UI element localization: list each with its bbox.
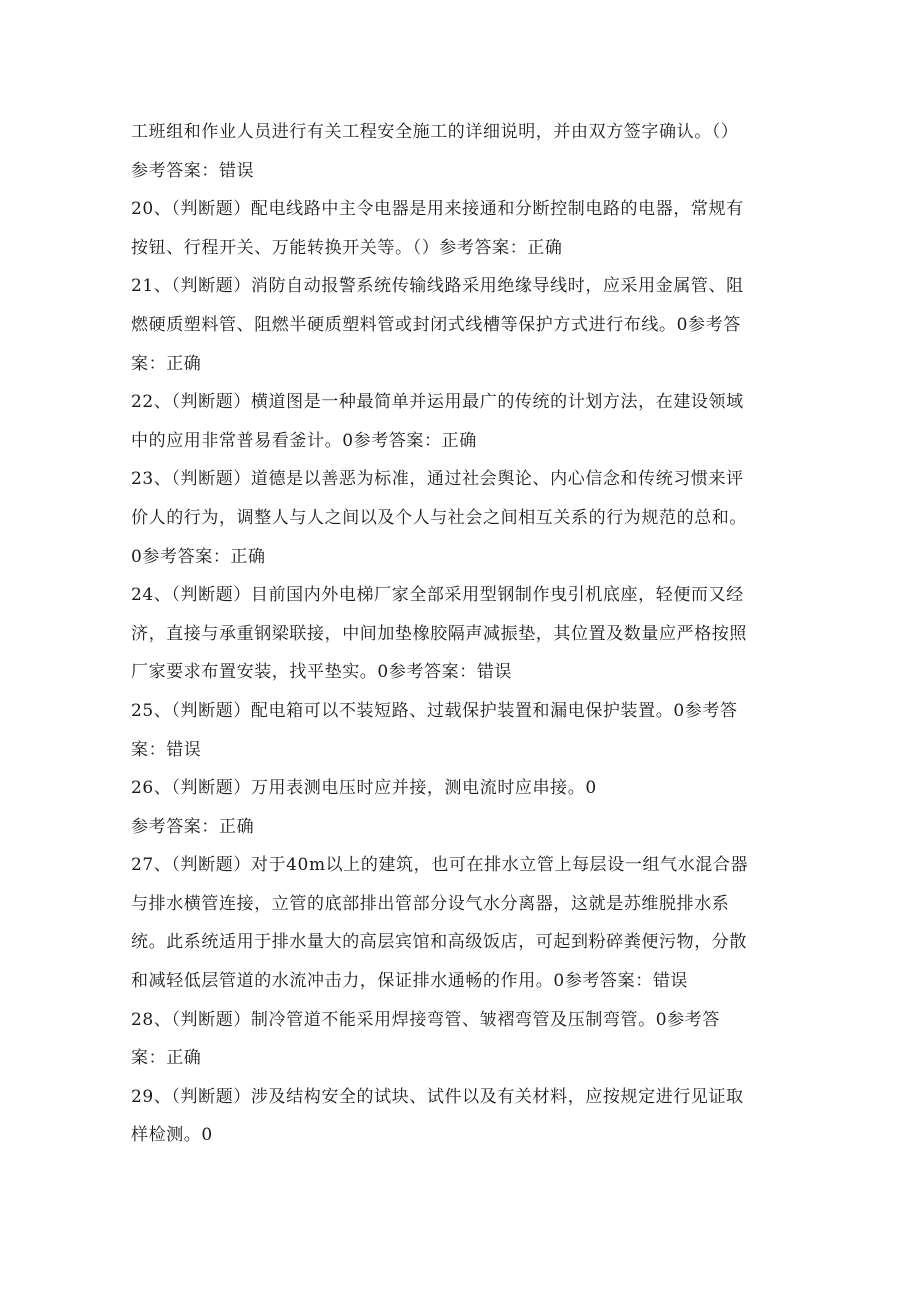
- text-line: 23、（判断题）道德是以善恶为标准，通过社会舆论、内心信念和传统习惯来评: [131, 469, 744, 490]
- text-line: 27、（判断题）对于40m以上的建筑，也可在排水立管上每层设一组气水混合器: [131, 855, 749, 876]
- text-line: 工班组和作业人员进行有关工程安全施工的详细说明，并由双方签字确认。（）: [131, 122, 739, 142]
- text-line: 按钮、行程开关、万能转换开关等。（）参考答案：正确: [131, 237, 563, 258]
- text-line: 和减轻低层管道的水流冲击力，保证排水通畅的作用。0参考答案：错误: [131, 971, 689, 992]
- text-line: 25、（判断题）配电箱可以不装短路、过载保护装置和漏电保护装置。0参考答: [131, 700, 738, 721]
- text-line: 案：正确: [131, 1048, 202, 1069]
- text-line: 价人的行为，调整人与人之间以及个人与社会之间相互关系的行为规范的总和。: [131, 507, 747, 528]
- text-line: 参考答案：正确: [131, 816, 255, 837]
- text-line: 24、（判断题）目前国内外电梯厂家全部采用型钢制作曳引机底座，轻便而又经: [131, 585, 744, 606]
- text-line: 与排水横管连接，立管的底部排出管部分设气水分离器，这就是苏维脱排水系: [131, 893, 730, 914]
- text-line: 统。此系统适用于排水量大的高层宾馆和高级饭店，可起到粉碎粪便污物，分散: [131, 932, 747, 953]
- text-line: 厂家要求布置安装，找平垫实。0参考答案：错误: [131, 662, 513, 683]
- text-line: 样检测。0: [131, 1125, 213, 1146]
- text-line: 案：错误: [131, 739, 202, 760]
- text-line: 燃硬质塑料管、阻燃半硬质塑料管或封闭式线槽等保护方式进行布线。0参考答: [131, 314, 741, 335]
- text-line: 22、（判断题）横道图是一种最简单并运用最广的传统的计划方法，在建设领域: [131, 392, 744, 413]
- text-line: 26、（判断题）万用表测电压时应并接，测电流时应串接。0: [131, 778, 597, 799]
- text-line: 0参考答案：正确: [131, 546, 266, 567]
- text-line: 20、（判断题）配电线路中主令电器是用来接通和分断控制电路的电器，常规有: [131, 199, 744, 220]
- text-line: 案：正确: [131, 353, 202, 374]
- text-line: 28、（判断题）制冷管道不能采用焊接弯管、皱褶弯管及压制弯管。0参考答: [131, 1009, 720, 1030]
- text-line: 中的应用非常普易看釜计。0参考答案：正确: [131, 430, 477, 451]
- text-line: 参考答案：错误: [131, 160, 255, 181]
- text-line: 济，直接与承重钢梁联接，中间加垫橡胶隔声减振垫，其位置及数量应严格按照: [131, 623, 747, 644]
- text-line: 29、（判断题）涉及结构安全的试块、试件以及有关材料，应按规定进行见证取: [131, 1086, 744, 1107]
- document-body: [131, 113, 791, 1155]
- text-line: 21、（判断题）消防自动报警系统传输线路采用绝缘导线时，应采用金属管、阻: [131, 276, 744, 297]
